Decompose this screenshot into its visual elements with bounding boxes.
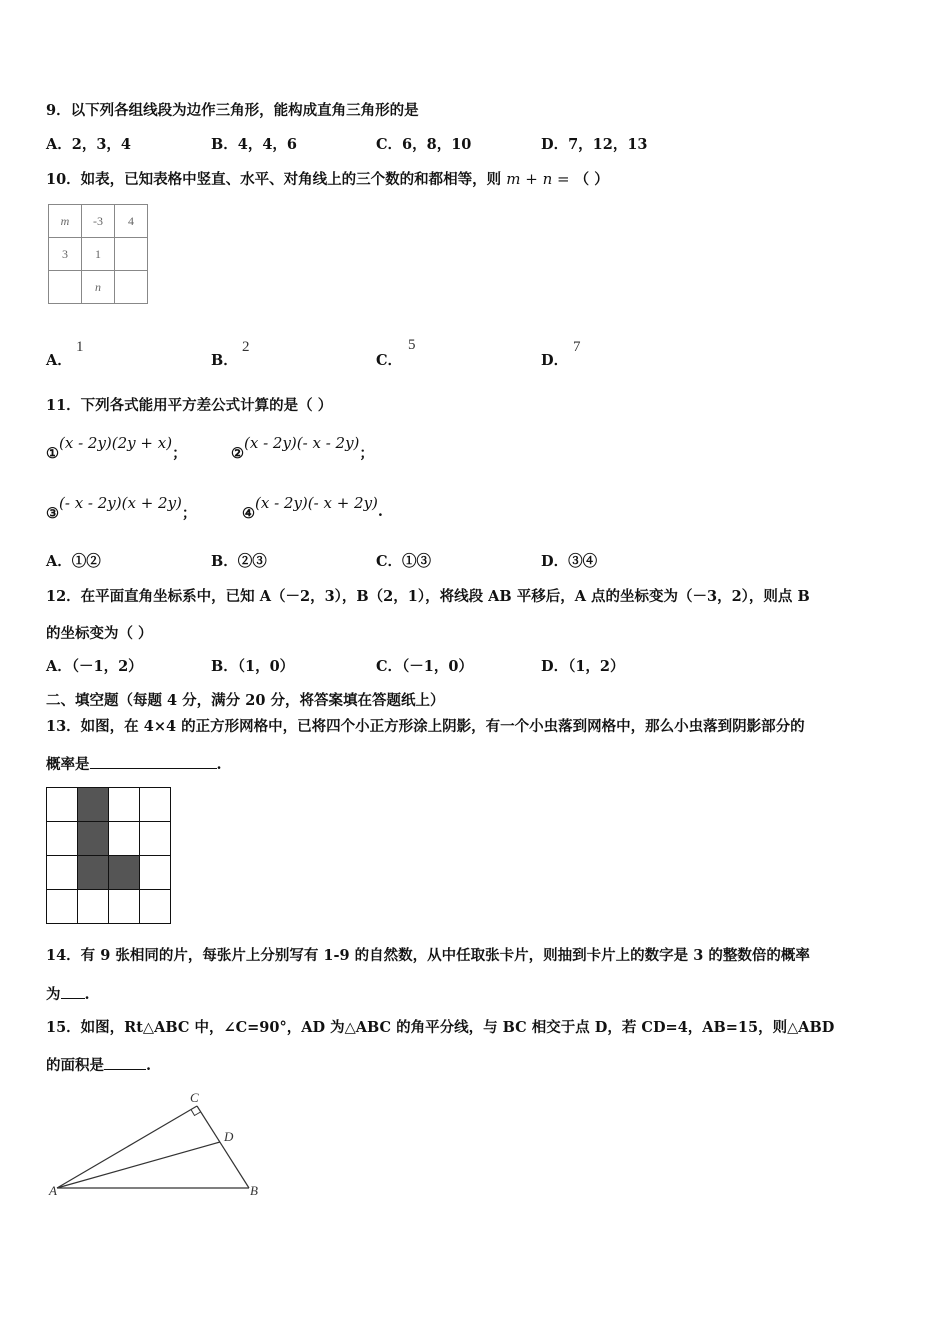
q15-prefix: 的面积是 [46,1057,104,1074]
q13-stem-line1: 13．如图，在 4×4 的正方形网格中，已将四个小正方形涂上阴影，有一个小虫落到网格中，那么小虫落到阴影部分的 [46,718,805,735]
q9-option-d: D．7，12，13 [541,136,648,153]
q11-option-a: A．①② [46,553,101,570]
q12-option-c: C．（－1，0） [376,658,473,675]
q10-option-c-letter: C． [376,352,403,369]
table-cell [49,271,82,304]
q10-option-d-value: 7 [573,339,581,355]
grid-cell [140,890,171,924]
q11-item-3 [46,493,197,522]
label-c: C [190,1090,199,1105]
grid-cell-shaded [78,822,109,856]
right-angle-marker [191,1110,201,1116]
q14-stem-line2 [46,984,90,1005]
q15-stem-line1: 15．如图，Rt△ABC 中，∠C=90°，AD 为△ABC 的角平分线，与 BC 相交于点 D，若 CD=4，AB=15，则△ABD [46,1019,835,1036]
grid-cell [140,822,171,856]
q12-stem-line1: 12．在平面直角坐标系中，已知 A（－2，3），B（2，1），将线段 AB 平移后，A 点的坐标变为（－3，2），则点 B [46,588,810,605]
q14-prefix: 为 [46,986,61,1003]
q11-item-1 [46,433,187,462]
q9-option-a: A．2，3，4 [46,136,132,153]
table-cell: m [49,205,82,238]
side-bc [197,1106,249,1188]
item-mark: ③ [46,505,59,522]
grid-cell [109,822,140,856]
q15-suffix: . [146,1057,152,1074]
q11-option-d: D．③④ [541,553,598,570]
q10-option-d-letter: D． [541,352,569,369]
q10-stem: 10．如表，已知表格中竖直、水平、对角线上的三个数的和都相等，则 [46,171,502,188]
grid-cell [47,856,78,890]
q10-option-c-value: 5 [408,337,416,353]
section-2-heading: 二、填空题（每题 4 分，满分 20 分，将答案填在答题纸上） [46,692,445,709]
q10-option-b-letter: B． [211,352,238,369]
q12-stem-line2: 的坐标变为（ ） [46,625,153,642]
q11-option-b: B．②③ [211,553,267,570]
q11-item-2 [231,433,374,462]
q12-option-a: A．（－1，2） [46,658,143,675]
grid-cell-shaded [109,856,140,890]
grid-cell [109,890,140,924]
table-cell: n [82,271,115,304]
table-cell: 4 [115,205,148,238]
grid-cell-shaded [78,788,109,822]
q14-stem-line1: 14．有 9 张相同的片，每张片上分别写有 1-9 的自然数，从中任取张卡片，则抽到卡片上的数字是 3 的整数倍的概率 [46,947,810,964]
table-cell: 1 [82,238,115,271]
side-ac [57,1106,197,1188]
q14-suffix: . [84,986,90,1003]
q15-answer-blank[interactable] [104,1055,146,1070]
label-b: B [250,1183,258,1198]
table-cell [115,271,148,304]
q11-stem: 11．下列各式能用平方差公式计算的是（ ） [46,397,333,414]
q12-option-d: D．（1，2） [541,658,625,675]
table-cell: 3 [49,238,82,271]
q14-answer-blank[interactable] [61,984,85,999]
q13-prefix: 概率是 [46,756,90,773]
q9-option-c: C．6，8，10 [376,136,472,153]
item-mark: ④ [242,505,255,522]
q12-option-b: B．（1，0） [211,658,295,675]
q13-suffix: . [216,756,222,773]
table-cell: -3 [82,205,115,238]
grid-cell [109,788,140,822]
item-separator: ； [359,445,374,462]
item-expression: (- x - 2y)(x + 2y) [59,494,182,512]
grid-cell [140,856,171,890]
grid-cell [140,788,171,822]
grid-cell [47,788,78,822]
grid-cell-shaded [78,856,109,890]
q9-stem: 9．以下列各组线段为边作三角形，能构成直角三角形的是 [46,102,419,119]
grid-cell [47,890,78,924]
q11-option-c: C．①③ [376,553,432,570]
q15-stem-line2 [46,1055,151,1076]
item-mark: ① [46,445,59,462]
item-mark: ② [231,445,244,462]
q10-option-a-value: 1 [76,339,84,355]
label-d: D [224,1129,234,1144]
q13-answer-blank[interactable] [90,754,217,769]
q10-expression: m + n = [506,170,570,188]
segment-ad [57,1142,220,1188]
q15-triangle-figure [40,1085,280,1205]
q9-option-b: B．4，4，6 [211,136,298,153]
label-a: A [49,1183,57,1198]
q10-stem-line [46,169,609,190]
table-cell [115,238,148,271]
q13-grid-figure [46,787,171,924]
q11-item-4 [242,493,383,522]
item-expression: (x - 2y)(- x + 2y) [255,494,378,512]
q10-paren: （ ） [574,171,609,188]
item-expression: (x - 2y)(- x - 2y) [244,434,360,452]
q13-stem-line2 [46,754,222,775]
grid-cell [47,822,78,856]
q10-number-table [48,204,148,304]
item-separator: . [377,503,383,520]
item-separator: ； [181,505,197,522]
q10-option-b-value: 2 [242,339,250,355]
item-expression: (x - 2y)(2y + x) [59,434,173,452]
grid-cell [78,890,109,924]
q10-option-a-letter: A． [46,352,72,369]
item-separator: ； [172,445,187,462]
